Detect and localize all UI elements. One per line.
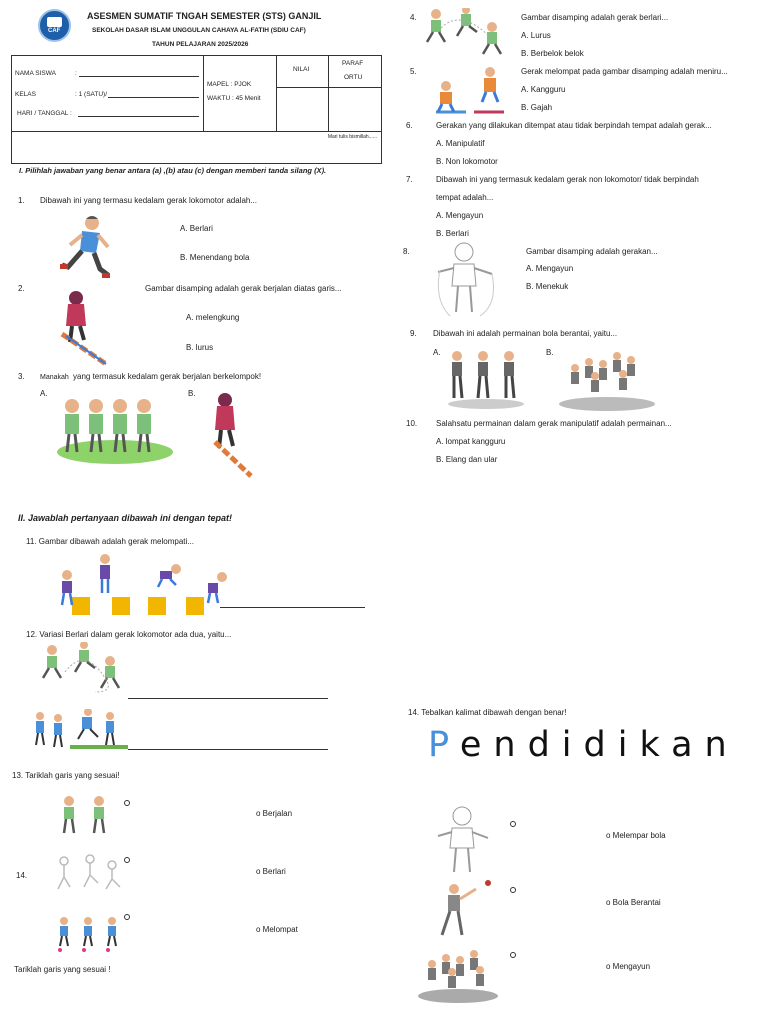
q3-text-lead: Manakah	[40, 374, 69, 381]
q1-option-b[interactable]: B. Menendang bola	[180, 253, 250, 262]
jumping-box-image	[56, 553, 236, 619]
subject-label: MAPEL : PJOK	[207, 81, 252, 88]
q7-option-b[interactable]: B. Berlari	[436, 229, 469, 238]
q7-number: 7.	[406, 175, 413, 184]
q10-number: 10.	[406, 419, 418, 428]
ball-chain-game-image	[557, 346, 657, 412]
q6-option-a[interactable]: A. Manipulatif	[436, 139, 485, 148]
q8-option-a[interactable]: A. Mengayun	[526, 264, 574, 273]
running-outline-image	[52, 853, 124, 895]
school-logo	[38, 9, 71, 42]
match-dot-right-2[interactable]	[510, 887, 516, 893]
footer-instruction: Tariklah garis yang sesuai !	[14, 965, 111, 974]
q11-text: 11. Gambar dibawah adalah gerak melompati...	[26, 537, 194, 546]
school-name: SEKOLAH DASAR ISLAM UNGGULAN CAHAYA AL-FATIH (SDIU CAF)	[92, 27, 306, 34]
logo-text: CAF	[48, 28, 61, 34]
group-walking-image	[55, 394, 175, 466]
bismillah-note: Mari tulis bismillah......	[327, 134, 377, 140]
q3-option-a[interactable]: A.	[40, 389, 48, 398]
q4-option-b[interactable]: B. Berbelok belok	[521, 49, 584, 58]
q5-text: Gerak melompat pada gambar disamping adalah meniru...	[521, 67, 728, 76]
class-field[interactable]	[108, 97, 199, 98]
q12-answer-line-2[interactable]	[128, 749, 328, 750]
running-boy-image	[60, 215, 112, 279]
q14-left-number: 14.	[16, 871, 28, 880]
q7-text: Dibawah ini yang termasuk kedalam gerak non lokomotor/ tidak berpindah	[436, 175, 699, 184]
q4-option-a[interactable]: A. Lurus	[521, 31, 551, 40]
q1-text: Dibawah ini yang termasu kedalam gerak lokomotor adalah...	[40, 196, 258, 205]
q1-number: 1.	[18, 196, 25, 205]
q6-text: Gerakan yang dilakukan ditempat atau tidak berpindah tempat adalah gerak...	[436, 121, 712, 130]
match-left-berlari[interactable]: o Berlari	[256, 867, 286, 876]
q9-text: Dibawah ini adalah permainan bola berantai, yaitu...	[433, 329, 618, 338]
runners-image	[421, 8, 511, 60]
q14-right-text: 14. Tebalkan kalimat dibawah dengan benar!	[408, 708, 567, 717]
trace-word-first: P	[428, 725, 460, 765]
match-dot-left-1[interactable]	[124, 800, 130, 806]
q12-text: 12. Variasi Berlari dalam gerak lokomotor ada dua, yaitu...	[26, 630, 232, 639]
name-label: NAMA SISWA	[15, 70, 56, 77]
match-right-melempar[interactable]: o Melempar bola	[606, 831, 666, 840]
swinging-arms-image	[434, 240, 498, 318]
school-year: TAHUN PELAJARAN 2025/2026	[152, 41, 249, 48]
jumping-kids-image	[56, 916, 124, 952]
q8-number: 8.	[403, 247, 410, 256]
throwing-ball-image	[432, 877, 494, 943]
match-right-mengayun[interactable]: o Mengayun	[606, 962, 651, 971]
q10-option-b[interactable]: B. Elang dan ular	[436, 455, 498, 464]
match-dot-right-1[interactable]	[510, 821, 516, 827]
q13-text: 13. Tariklah garis yang sesuai!	[12, 771, 120, 780]
class-value: : 1 (SATU)/	[75, 91, 108, 98]
q5-option-b[interactable]: B. Gajah	[521, 103, 553, 112]
bismillah-cell	[12, 132, 382, 164]
subject-cell	[204, 56, 277, 132]
trace-word-rest: endidikan	[459, 725, 739, 765]
score-label: NILAI	[293, 66, 310, 73]
swinging-arms-image-2	[434, 804, 494, 876]
q3-number: 3.	[18, 372, 25, 381]
ortu-label: ORTU	[344, 74, 363, 81]
zigzag-run-image	[35, 642, 130, 694]
q9-option-b[interactable]: B.	[546, 348, 554, 357]
walking-kids-image	[56, 795, 116, 839]
q10-text: Salahsatu permainan dalam gerak manipulatif adalah permainan...	[436, 419, 672, 428]
q9-option-a[interactable]: A.	[433, 348, 441, 357]
q2-text: Gambar disamping adalah gerak berjalan diatas garis...	[145, 284, 342, 293]
name-field[interactable]	[79, 76, 199, 77]
q5-option-a[interactable]: A. Kangguru	[521, 85, 566, 94]
relay-run-image	[30, 709, 130, 753]
identity-table	[11, 55, 382, 164]
q4-text: Gambar disamping adalah gerak berlari...	[521, 13, 669, 22]
ball-chain-image-2	[416, 946, 500, 1004]
page-title: ASESMEN SUMATIF TNGAH SEMESTER (STS) GANJIL	[87, 11, 322, 21]
q3-option-b[interactable]: B.	[188, 389, 196, 398]
match-dot-left-3[interactable]	[124, 914, 130, 920]
q7-text-2: tempat adalah...	[436, 193, 494, 202]
match-left-berjalan[interactable]: o Berjalan	[256, 809, 293, 818]
trace-word[interactable]	[428, 723, 739, 767]
q1-option-a[interactable]: A. Berlari	[180, 224, 213, 233]
girl-walking-line-image	[58, 290, 110, 366]
q2-number: 2.	[18, 284, 25, 293]
three-kids-ball-image	[446, 350, 526, 410]
single-girl-line-image	[205, 392, 257, 478]
section1-title: I. Pilihlah jawaban yang benar antara (a) ,(b) atau (c) dengan memberi tanda silang (X).	[19, 166, 327, 175]
q9-number: 9.	[410, 329, 417, 338]
day-label: HARI / TANGGAL :	[17, 110, 72, 117]
class-label: KELAS	[15, 91, 36, 98]
parent-sign-cell	[329, 56, 382, 132]
q2-option-a[interactable]: A. melengkung	[186, 313, 240, 322]
student-info-cell: NAMA SISWA : KELAS : 1 (SATU)/ HARI / TANGGAL :	[12, 56, 204, 132]
q2-option-b[interactable]: B. lurus	[186, 343, 214, 352]
q3-text: yang termasuk kedalam gerak berjalan berkelompok!	[73, 372, 262, 381]
match-right-bola-berantai[interactable]: o Bola Berantai	[606, 898, 661, 907]
match-left-melompat[interactable]: o Melompat	[256, 925, 298, 934]
kangaroo-jump-image	[432, 66, 512, 116]
q12-answer-line-1[interactable]	[128, 698, 328, 699]
match-dot-right-3[interactable]	[510, 952, 516, 958]
section2-title: II. Jawablah pertanyaan dibawah ini dengan tepat!	[18, 513, 233, 523]
q7-option-a[interactable]: A. Mengayun	[436, 211, 484, 220]
q11-answer-line[interactable]	[220, 607, 365, 608]
match-dot-left-2[interactable]	[124, 857, 130, 863]
day-field[interactable]	[78, 116, 199, 117]
q8-option-b[interactable]: B. Menekuk	[526, 282, 569, 291]
paraf-label: PARAF	[342, 60, 364, 67]
q8-text: Gambar disamping adalah gerakan...	[526, 247, 658, 256]
q6-option-b[interactable]: B. Non lokomotor	[436, 157, 498, 166]
q4-number: 4.	[410, 13, 417, 22]
score-cell	[277, 56, 329, 132]
q5-number: 5.	[410, 67, 417, 76]
q6-number: 6.	[406, 121, 413, 130]
q10-option-a[interactable]: A. lompat kangguru	[436, 437, 506, 446]
time-label: WAKTU : 45 Menit	[207, 95, 261, 102]
